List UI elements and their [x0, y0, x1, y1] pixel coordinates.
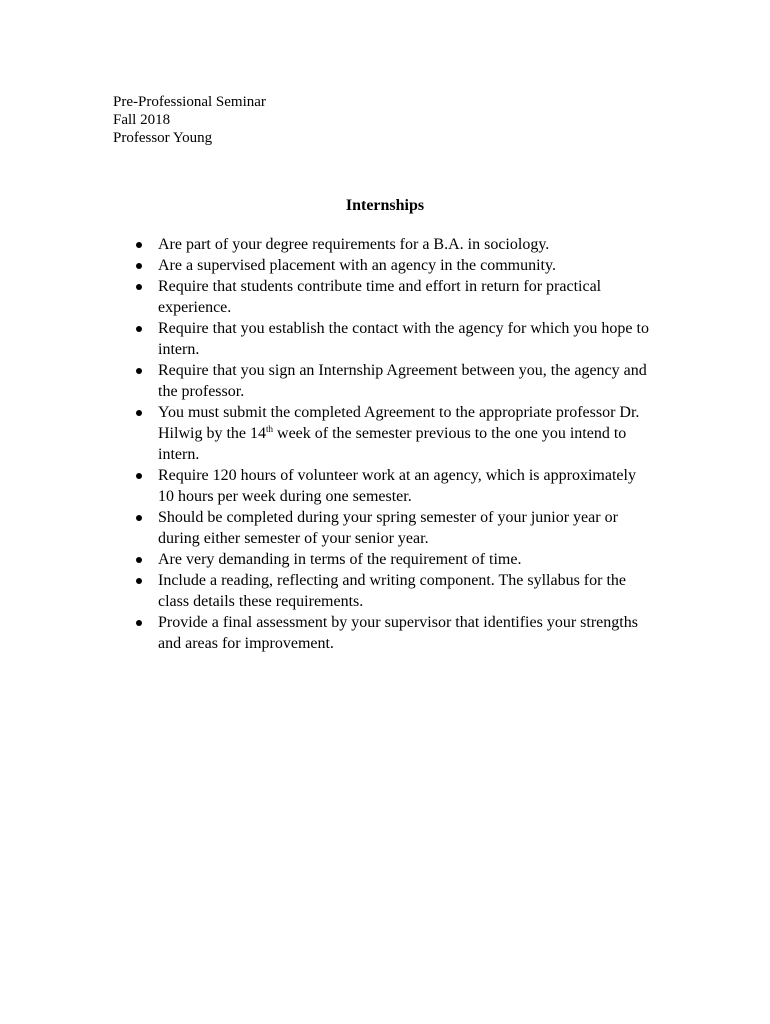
- bullet-icon: [136, 410, 142, 416]
- list-item: [134, 402, 654, 465]
- list-item-text: Are part of your degree requirements for a B.A. in sociology.: [158, 236, 550, 253]
- list-item-text-before: You must submit the completed Agreement to the appropriate professor Dr. Hilwig by the 14: [158, 404, 640, 442]
- list-item: [134, 612, 654, 654]
- document-header: [113, 93, 266, 147]
- list-item: [134, 360, 654, 402]
- document-title: Internships: [345, 197, 425, 214]
- term: Fall 2018: [113, 112, 171, 128]
- bullet-icon: [136, 578, 142, 584]
- bullet-icon: [136, 284, 142, 290]
- list-item-text: Include a reading, reflecting and writing component. The syllabus for the class details these requirements.: [158, 572, 626, 610]
- list-item-text: Require that you sign an Internship Agreement between you, the agency and the professor.: [158, 362, 647, 400]
- list-item-text: [158, 404, 639, 463]
- bullet-icon: [136, 368, 142, 374]
- list-item: [134, 465, 654, 507]
- course-name: Pre-Professional Seminar: [113, 94, 266, 110]
- list-item-text: Require 120 hours of volunteer work at an agency, which is approximately 10 hours per week during one semester.: [158, 467, 636, 505]
- list-item: [134, 549, 654, 570]
- internship-requirements-list: [134, 234, 654, 654]
- bullet-icon: [136, 557, 142, 563]
- bullet-icon: [136, 620, 142, 626]
- list-item: [134, 276, 654, 318]
- bullet-icon: [136, 326, 142, 332]
- bullet-icon: [136, 263, 142, 269]
- instructor-name: Professor Young: [113, 130, 213, 146]
- list-item: [134, 507, 654, 549]
- list-item-text: Are very demanding in terms of the requirement of time.: [158, 551, 522, 568]
- list-item-text: Are a supervised placement with an agency in the community.: [158, 257, 556, 274]
- list-item: [134, 255, 654, 276]
- list-item: [134, 318, 654, 360]
- list-item-text: Should be completed during your spring semester of your junior year or during either semester of your senior year.: [158, 509, 618, 547]
- list-item-text: Require that students contribute time and effort in return for practical experience.: [158, 278, 602, 316]
- bullet-icon: [136, 473, 142, 479]
- list-item-text: Require that you establish the contact with the agency for which you hope to intern.: [158, 320, 649, 358]
- list-item-text: Provide a final assessment by your supervisor that identifies your strengths and areas for improvement.: [158, 614, 638, 652]
- bullet-icon: [136, 242, 142, 248]
- list-item-text-after: week of the semester previous to the one you intend to intern.: [158, 425, 627, 463]
- bullet-icon: [136, 515, 142, 521]
- list-item: [134, 570, 654, 612]
- list-item: [134, 234, 654, 255]
- ordinal-superscript: th: [266, 424, 274, 434]
